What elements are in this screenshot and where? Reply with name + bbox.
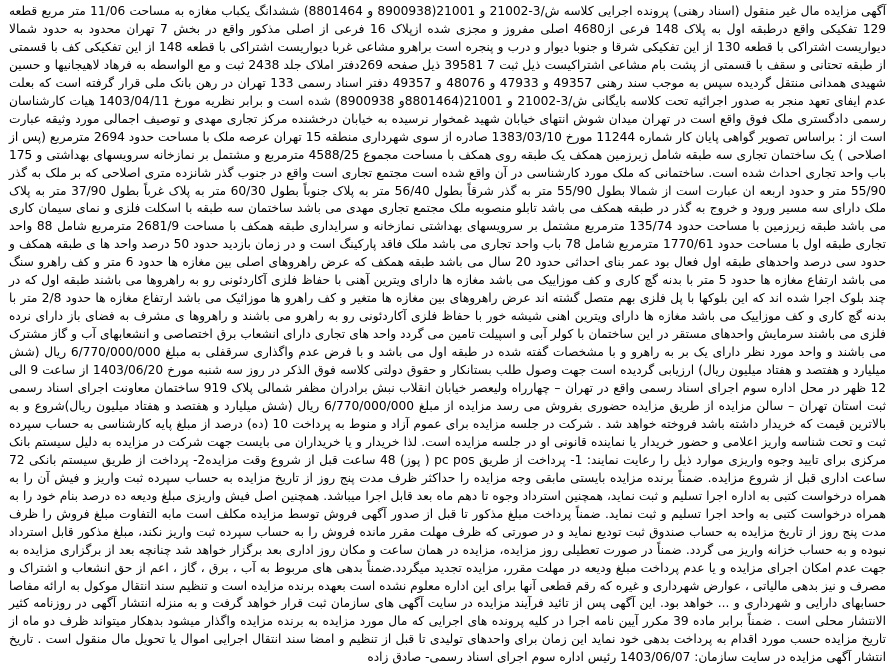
notice-body-text: آگهی مزایده مال غیر منقول (اسناد رهنی) پرونده اجرایی کلاسه ش/3-21002 و 21001(8900938 و 8801464) ششدانگ یکباب مغازه به مساحت 11/06 متر مربع قطعه 129 تفکیکی واقع درطبقه اول به پلاک 148 فرعی از4680 اصلی مفروز و مجزی شده ازپلاک 16 فرعی از اصلی مذکور واقع در بخش 7 تهران محدود به حدود شمالا دیواریست اشتراکی با قطعه 130 از این تفکیکی شرقا و جنوبا دیوار و درب و پنجره است براهرو مشاعی غربا دیواریست اشتراکی با قطعه 148 از این تفکیکی کف با قسمتی از طبقه تحتانی و سقف با قسمتی از پشت بام مشاعی اشتراکیست ذیل ثبت 7 39581 ذیل صفحه 269دفتر املاک جلد 2438 ثبت و مع الواسطه به فرهاد لاهیجانیها و حسین شهیدی همدانی منتقل گردیده سپس به موجب سند رهنی 49357 و 47933 و 48076 و 49357 دفتر اسناد رسمی 133 تهران در رهن بانک ملی قرار گرفته است که بعلت عدم ایفای تعهد منجر به صدور اجرائیه تحت کلاسه بایگانی ش/3-21002 و 21001(8801464و 8900938) شده است و برابر نظریه مورخ 1403/04/11 هیات کارشناسان رسمی دادگستری ملک فوق واقع است در تهران میدان شوش انتهای خیابان شهید غمخوار نرسیده به خیابان درخشنده مرکز تجاری مهدی و توصیف اجمالی مورد وثیقه عبارت است از : براساس تصویر گواهی پایان کار شماره 11244 مورخ 1383/03/10 صادره از سوی شهرداری منطقه 15 تهران عرصه ملک با مساحت حدود 2694 مترمربع (پس از اصلاحی ) یک ساختمان تجاری سه طبقه شامل زیرزمین همکف یک طبقه روی همکف با مساحت مجموع 4588/25 مترمربع و مشتمل بر نمازخانه سرویسهای بهداشتی و 175 باب واحد تجاری احداث شده است. ساختمانی که ملک مورد کارشناسی در آن واقع شده است مجتمع تجاری است واقع در جنوب گذر شانزده متری اصلاحی که بر ملک به گذر 55/90 متر و حدود اربعه ان عبارت است از شمالا بطول 55/90 متر به گذر شرقاً بطول 56/40 متر به پلاک جنوباً بطول 60/30 متر به پلاک غرباً بطول 37/90 متر به پلاک ملک دارای سه مسیر ورود و خروج به گذر در طبقه همکف می باشد تابلو منصوبه ملک مجتمع تجاری مهدی می باشد ساختمان سه طبقه با اسکلت فلزی و نمای سیمان کاری می باشد طبقه زیرزمین با مساحت حدود 135/74 مترمربع مشتمل بر سرویسهای بهداشتی نمازخانه و سرایداری طبقه همکف با مساحت 2681/9 مترمربع شامل 88 واحد تجاری طبقه اول با مساحت حدود 1770/61 مترمربع شامل 78 باب واحد تجاری می باشد ملک فاقد پارکینگ است و در زمان بازدید حدود 50 درصد واحد ها ی طبقه همکف و حدود سی درصد واحدهای طبقه اول فعال بود عمر بنای احداثی حدود 20 سال می باشد طبقه همکف که عرض راهروهای اصلی بین مغازه ها حدود 6 متر و کف راهرو سنگ می باشد ارتفاع مغازه ها حدود 5 متر با بدنه گچ کاری و کف موزاییک می باشد مغازه ها دارای ویترین آهنی با حفاظ فلزی آکاردئونی رو به راهروها می باشند طبقه اول که در چند بلوک اجرا شده اند که این بلوکها با پل فلزی بهم متصل گشته اند عرض راهروهای بین مغازه ها متغیر و کف راهرو ها موزائیک می باشد ارتفاع مغازه ها حدود 2/8 متر با بدنه گچ کاری و کف موزاییک می باشد مغازه ها دارای ویترین اهنی شیشه خور با حفاظ فلزی آکاردئونی رو به راهرو می باشند و راهروها ی مشرف به فضای باز دارای نرده فلزی می باشند سرمایش واحدهای مستقر در این ساختمان با کولر آبی و اسپیلت تامین می گردد واحد های تجاری دارای انشعاب برق اختصاصی و انشعابهای آب و گاز مشترک می باشند و واحد مورد نظر دارای یک بر به راهرو و با مشخصات گفته شده در طبقه اول می باشد و با فرض عدم واگذاری سرقفلی به مبلغ 6/770/000/000 ریال (شش میلیارد و هفتصد و هفتاد میلیون ریال) ارزیابی گردیده است جهت وصول طلب بستانکار و حقوق دولتی کلاسه فوق الذکر در روز سه شنبه مورخ 1403/06/20 از ساعت 9 الی 12 ظهر در محل اداره سوم اجرای اسناد رسمی واقع در تهران – چهارراه ولیعصر خیابان انقلاب نبش برادران مظفر شمالی پلاک 919 ساختمان معاونت اجرای اسناد رسمی ثبت استان تهران – سالن مزایده از طریق مزایده حضوری بفروش می رسد مزایده از مبلغ 6/770/000/000 ریال (شش میلیارد و هفتصد و هفتاد میلیون ریال)شروع و به بالاترین قیمت که خریدار داشته باشد فروخته خواهد شد . شرکت در جلسه مزایده برای عموم آزاد و منوط به پرداخت 10 (ده) درصد از مبلغ پایه کارشناسی به حساب سپرده ثبت و تحت شناسه واریز اعلامی و حضور خریدار یا نماینده قانونی او در جلسه مزایده است. لذا خریدار و یا خریداران می بایست جهت شرکت در مزایده به دلیل سیستم بانک مرکزی برای تایید وجوه واریزی موارد ذیل را رعایت نمایند: 1- پرداخت از طریق pc pos ( پوز) 48 ساعت قبل از شروع وقت مزایده2- پرداخت از طریق سیستم بانکی 72 ساعت اداری قبل از شروع مزایده. ضمناً برنده مزایده بایستی مابقی وجه مزایده را حداکثر ظرف مدت پنج روز از تاریخ مزایده به حساب سپرده ثبت واریز و فیش آن را به همراه درخواست کتبی به اداره اجرا تسلیم و ثبت نماید، همچنین استرداد وجوه تا دهم ماه بعد قابل اجرا میباشد. همچنین اصل فیش واریزی مبلغ ودیعه ده درصد بنام خود را به همراه درخواست کتبی به واحد اجرا تسلیم و ثبت نماید. ضمناً پرداخت مبلغ مذکور تا قبل از صدور آگهی فروش توسط مزایده مکلف است مابه التفاوت مبلغ فروش را ظرف مدت پنج روز از تاریخ مزایده به حساب صندوق ثبت تودیع نماید و در صورتی که ظرف مهلت مقرر مانده فروش را به حساب سپرده ثبت واریز نکند، مبلغ مذکور قابل استرداد نبوده و به حساب خزانه واریز می گردد. ضمناً در صورت تعطیلی روز مزایده، مزایده در همان ساعت و مکان روز اداری بعد برگزار خواهد شد چنانچه بعد از برگزاری مزایده به جهت عدم امکان اجرای مزایده و یا عدم پرداخت مبلغ ودیعه در مهلت مقرر، مزایده تجدید میگردد.ضمناً بدهی های مربوط به آب ، برق ، گاز ، اعم از حق انشعاب و اشتراک و مصرف و نیز بدهی مالیاتی ، عوارض شهرداری و غیره که رقم قطعی آنها برای این اداره معلوم نشده است بعهده برنده مزایده است و تنظیم سند انتقال موکول به ارائه مفاصا حسابهای دارایی و شهرداری و ... خواهد بود. این آگهی پس از تائید فرآیند مزایده در سایت آگهی های سازمان ثبت قرار خواهد گرفت و به منزله انتشار آگهی در روزنامه کثیر الانتشار محلی است . ضمناً برابر ماده 39 مکرر آیین نامه اجرا در کلیه پرونده های اجرایی که مال مورد مزایده به برنده مزایده واگذار میشود بدهکار میتواند ظرف دو ماه از تاریخ مزایده حسب مورد اقدام به پرداخت بدهی خود نماید این زمان برای واحدهای تولیدی تا قبل از تنظیم و امضا سند انتقال اجرایی اموال یا تحویل مال منقول است . تاریخ انتشار آگهی مزایده در سایت سازمان: 1403/06/07 رئیس اداره سوم اجرای اسناد رسمی- صادق زاده: [9, 4, 887, 665]
